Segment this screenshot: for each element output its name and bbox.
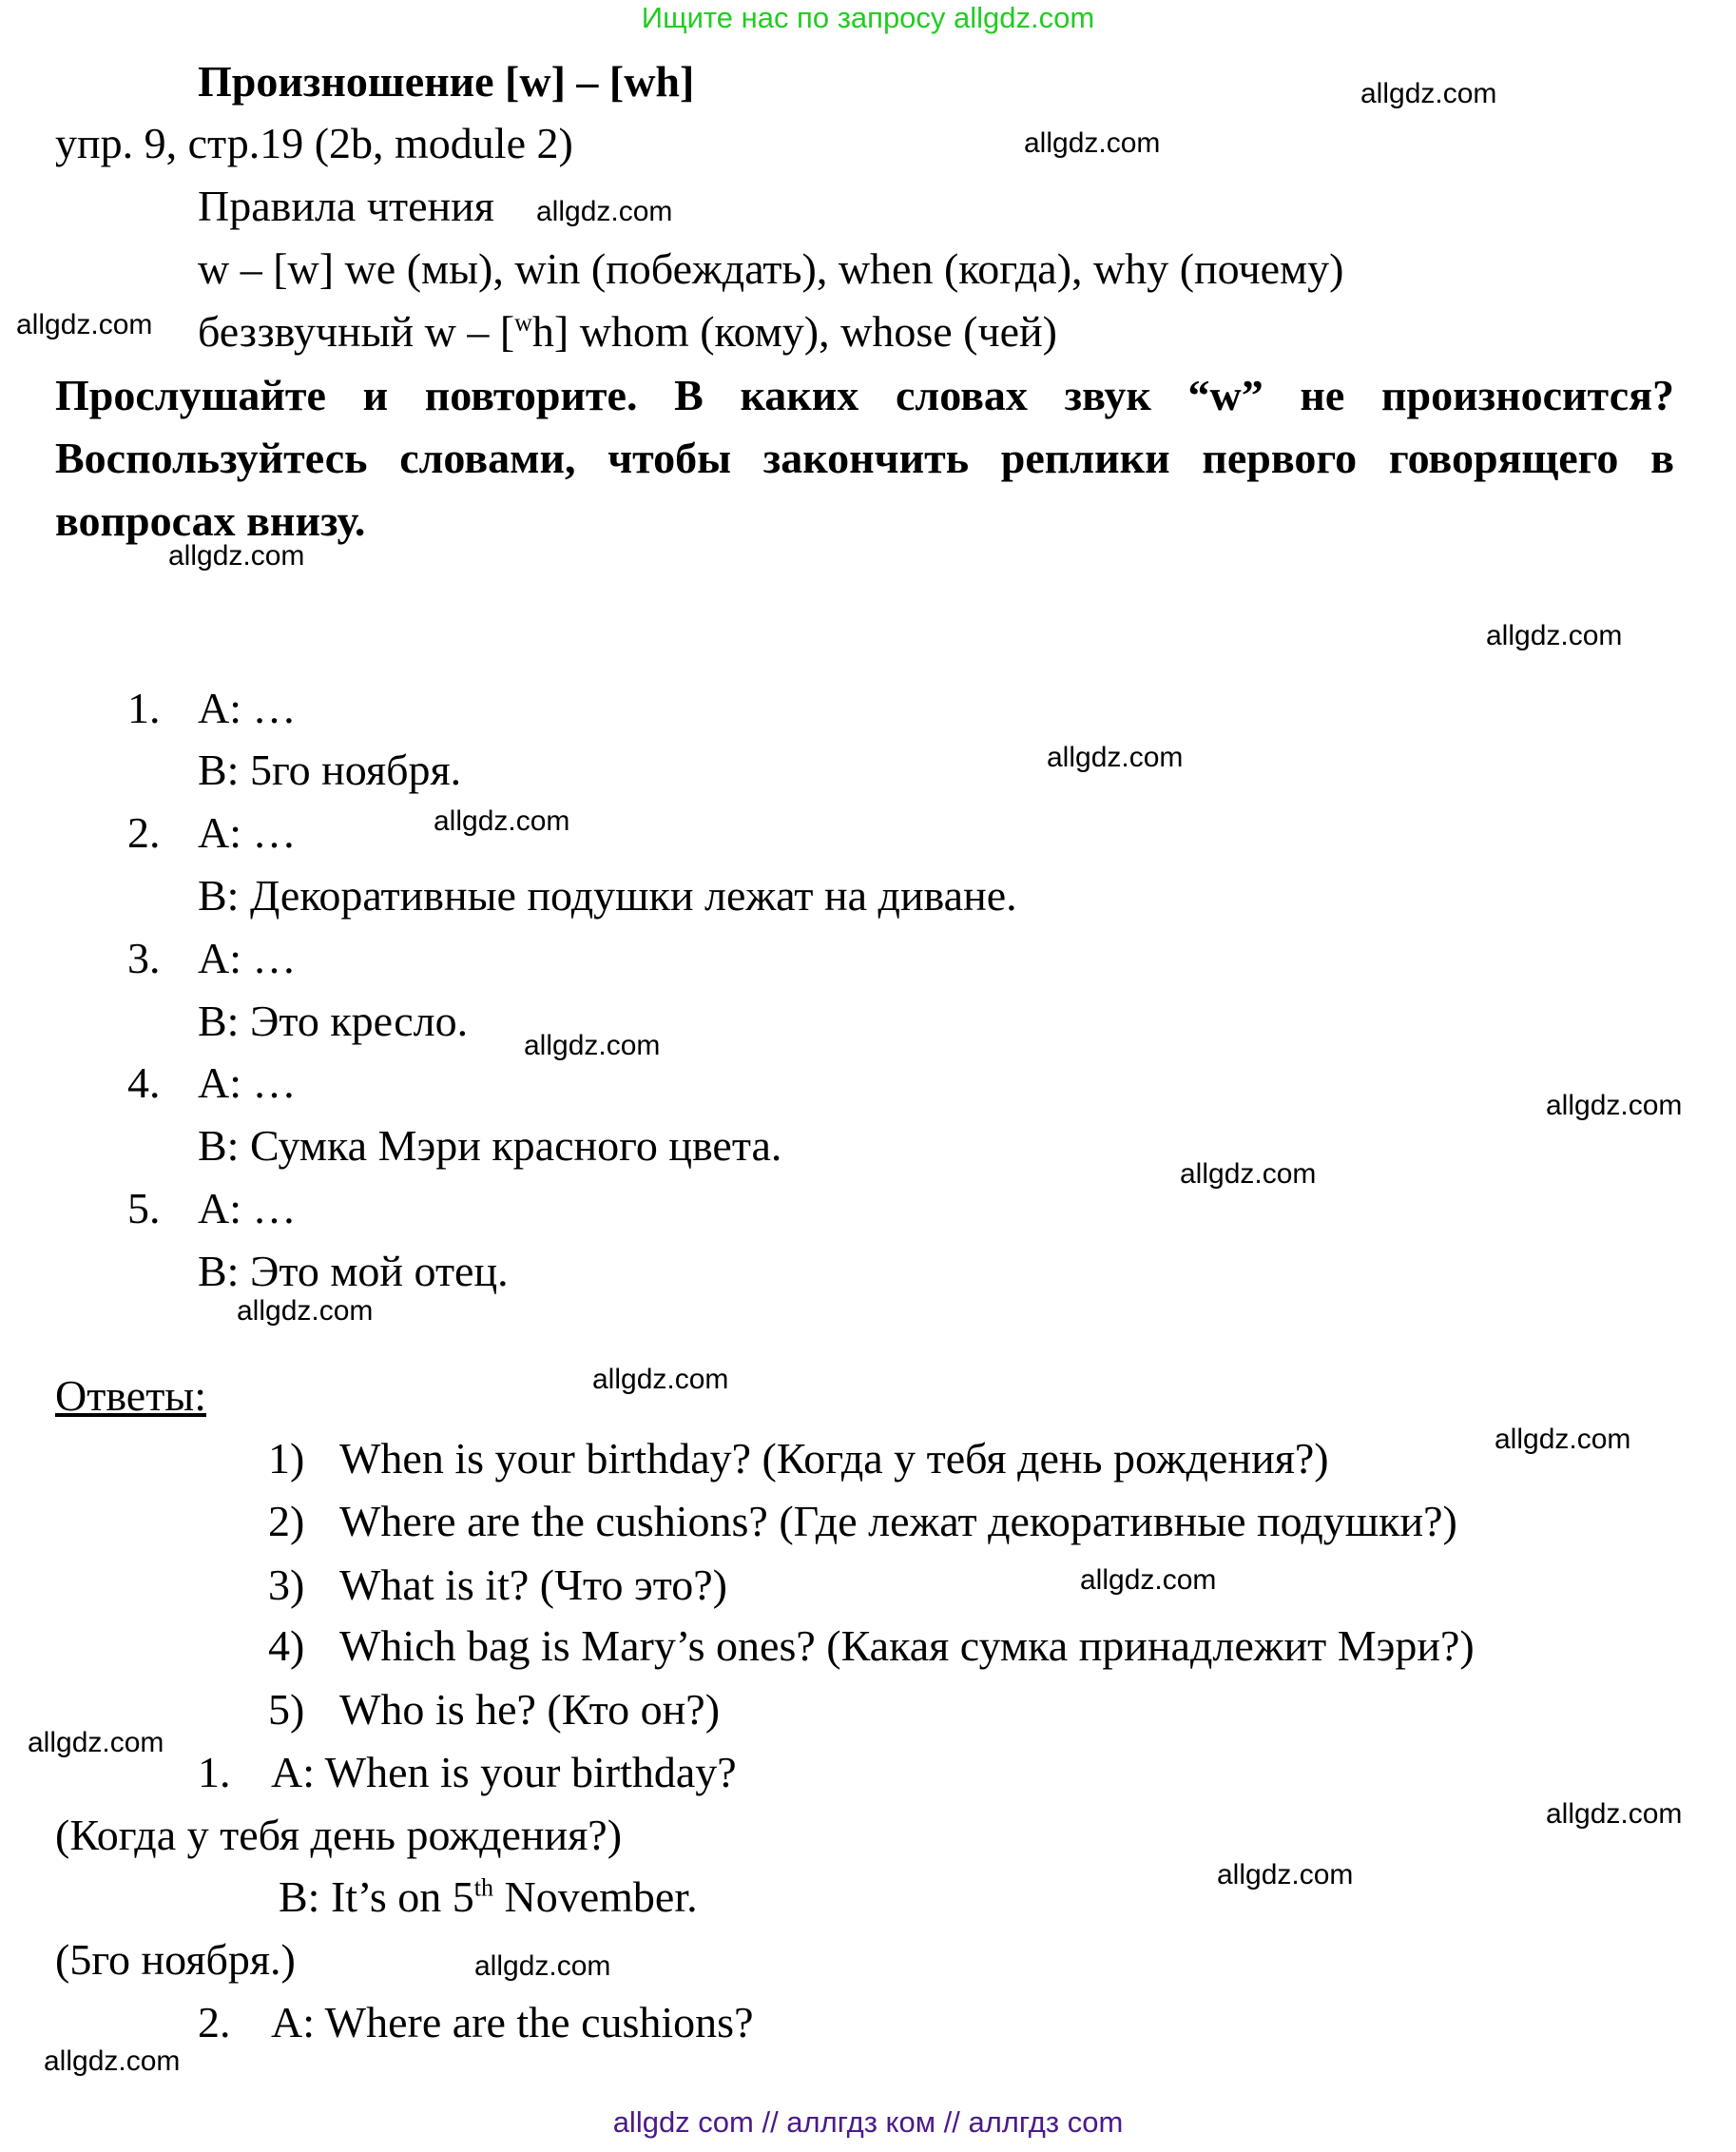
dialogue-number: 1. [127,684,161,732]
watermark: allgdz.com [1180,1158,1317,1190]
watermark: allgdz.com [1546,1090,1683,1121]
page-title: Произношение [w] – [wh] [198,57,695,106]
watermark: allgdz.com [1360,78,1497,109]
dialogue-b: B: Декоративные подушки лежат на диване. [198,871,1017,920]
dialogue-b: B: Это мой отец. [198,1247,509,1295]
b-prefix: B: It’s on 5 [279,1872,474,1921]
answer-text: Who is he? (Кто он?) [339,1685,721,1734]
watermark: allgdz.com [1217,1859,1354,1890]
answer-number: 1) [268,1434,305,1483]
exercise-reference: упр. 9, стр.19 (2b, module 2) [55,119,573,167]
rule-suffix: h] whom (кому), whose (чей) [531,307,1057,356]
watermark: allgdz.com [536,196,673,227]
dialogue-a: A: … [198,1184,297,1232]
answer-number: 4) [268,1621,305,1670]
dialogue-b: B: 5го ноября. [198,746,462,794]
answer-number: 3) [268,1561,305,1609]
dialogue-number: 3. [127,934,161,982]
watermark: allgdz.com [524,1030,661,1061]
dialogue-number: 2. [127,808,161,857]
task-line: вопросах внизу. [55,496,366,545]
watermark: allgdz.com [1486,620,1623,651]
answer-text: Where are the cushions? (Где лежат декоративные подушки?) [339,1497,1457,1545]
dialogue-a: A: … [198,1058,297,1107]
watermark: allgdz.com [474,1950,611,1982]
task-line: Прослушайте и повторите. В каких словах звук “w” не произносится? [55,371,1674,419]
search-banner[interactable]: Ищите нас по запросу allgdz.com [641,1,1095,34]
answer-number: 2) [268,1497,305,1545]
rule-prefix: беззвучный w – [ [198,307,515,356]
full-dialogue-number: 1. [198,1748,231,1796]
watermark: allgdz.com [168,540,305,572]
task-line: Воспользуйтесь словами, чтобы закончить реплики первого говорящего в [55,434,1674,482]
watermark: allgdz.com [434,805,570,837]
watermark: allgdz.com [44,2045,181,2077]
rule-sup: w [514,308,532,337]
watermark: allgdz.com [1047,742,1184,773]
watermark: allgdz.com [237,1295,374,1327]
answer-text: What is it? (Что это?) [339,1561,727,1609]
dialogue-b: B: Сумка Мэри красного цвета. [198,1121,782,1170]
dialogue-a: A: … [198,684,297,732]
footer-banner[interactable]: allgdz com // аллгдз ком // аллгдз com [612,2105,1124,2139]
answer-text: When is your birthday? (Когда у тебя день рождения?) [339,1434,1329,1483]
answer-text: Which bag is Mary’s ones? (Какая сумка принадлежит Мэри?) [339,1621,1475,1670]
rules-heading: Правила чтения [198,182,494,230]
answer-number: 5) [268,1685,305,1734]
dialogue-number: 4. [127,1058,161,1107]
full-dialogue-number: 2. [198,1998,231,2046]
full-dialogue-a: A: Where are the cushions? [271,1998,754,2046]
answers-heading: Ответы: [55,1371,206,1420]
dialogue-b: B: Это кресло. [198,997,469,1045]
full-dialogue-b [279,1873,698,1921]
full-dialogue-translation: (Когда у тебя день рождения?) [55,1811,623,1859]
watermark: allgdz.com [1495,1424,1631,1455]
full-dialogue-a: A: When is your birthday? [271,1748,737,1796]
full-dialogue-translation: (5го ноября.) [55,1935,296,1984]
watermark: allgdz.com [1080,1564,1217,1596]
watermark: allgdz.com [28,1727,164,1758]
b-sup: th [473,1873,493,1902]
watermark: allgdz.com [592,1364,729,1395]
rule-silent-w [198,308,1057,356]
watermark: allgdz.com [1024,127,1161,159]
dialogue-a: A: … [198,808,297,857]
watermark: allgdz.com [16,309,153,340]
watermark: allgdz.com [1546,1798,1683,1830]
rule-voiced-w: w – [w] we (мы), win (побеждать), when (когда), why (почему) [198,244,1344,293]
dialogue-a: A: … [198,934,297,982]
dialogue-number: 5. [127,1184,161,1232]
b-suffix: November. [492,1872,698,1921]
